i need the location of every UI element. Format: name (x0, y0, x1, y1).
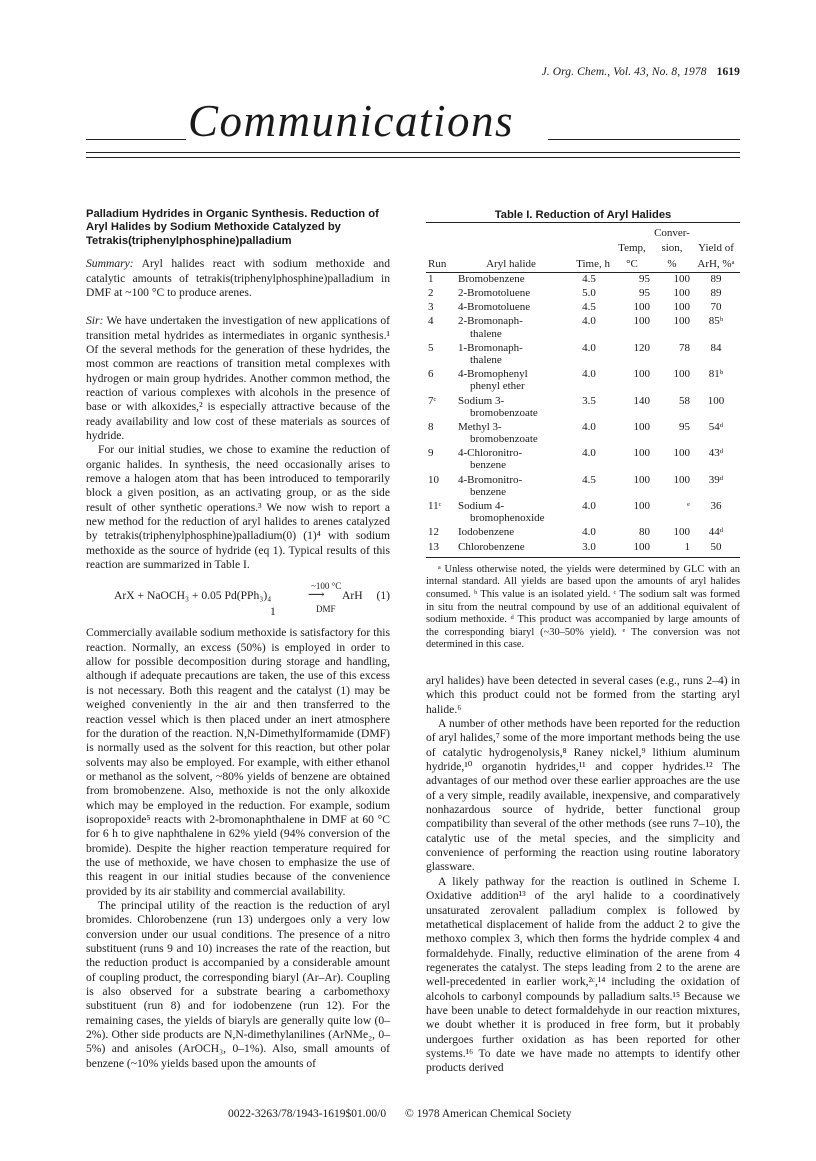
catalyst-number: 1 (270, 605, 276, 619)
table-cell-run: 5 (428, 341, 434, 354)
table-cell-aryl-halide (456, 447, 566, 473)
equation-product: ArH (342, 589, 363, 603)
table-row (426, 541, 740, 558)
table-cell-time: 4.0 (582, 447, 596, 460)
results-table (426, 222, 740, 558)
footer-price-code: 0022-3263/78/1943-1619$01.00/0 (228, 1108, 387, 1120)
table-title: Table I. Reduction of Aryl Halides (494, 209, 672, 221)
table-cell-yield: 81ᵇ (708, 368, 724, 381)
table-cell-temp: 100 (612, 541, 652, 558)
table-cell-yield: 70 (710, 301, 722, 314)
table-cell-conversion: 100 (673, 368, 690, 381)
table-cell-temp: 100 (633, 368, 650, 381)
table-row (426, 342, 740, 368)
table-cell-run: 4 (428, 315, 434, 328)
aryl-halide-line-continued: bromobenzoate (470, 433, 538, 446)
aryl-halide-line: Sodium 3- (458, 394, 505, 407)
table-cell-temp: 100 (633, 315, 650, 328)
table-cell-yield: 36 (710, 500, 722, 513)
col-header-yield-top: Yield of (698, 242, 734, 255)
sir-label: Sir: (86, 314, 104, 328)
table-cell-conversion: ᵉ (687, 500, 690, 513)
equation-condition-solvent: DMF (316, 604, 336, 615)
table-cell-aryl-halide (456, 500, 566, 526)
col-header-conversion-mid: sion, (661, 242, 683, 255)
article-title: Palladium Hydrides in Organic Synthesis. Reduction of Aryl Halides by Sodium Methoxide Catalyzed by Tetrakis(triphenylphosphine)palladium (86, 208, 379, 247)
table-cell-yield: 84 (710, 341, 722, 354)
masthead-rule-right (548, 139, 740, 140)
table-row (426, 301, 740, 315)
aryl-halide-line-continued: thalene (470, 353, 502, 366)
page-number: 1619 (716, 66, 740, 78)
section-title: Communications (188, 96, 515, 146)
body-paragraph-5: aryl halides) have been detected in several cases (e.g., runs 2–4) in which this product could not be formed from the starting aryl halide.⁶ (426, 674, 740, 716)
table-cell-run: 7ᶜ (428, 394, 437, 407)
table-cell-yield: 85ᵇ (708, 315, 724, 328)
table-cell-temp: 100 (633, 301, 650, 314)
table-cell-aryl-halide (456, 541, 566, 558)
table-cell-run: 8 (428, 420, 434, 433)
table-cell-conversion: 100 (673, 272, 690, 285)
aryl-halide-line: Sodium 4- (458, 500, 505, 513)
table-cell-temp: 100 (633, 420, 650, 433)
table-cell-conversion: 100 (673, 447, 690, 460)
journal-citation: J. Org. Chem., Vol. 43, No. 8, 1978 (541, 66, 707, 78)
table-cell-run: 1 (428, 272, 434, 285)
col-header-conversion-unit: % (652, 257, 692, 273)
table-cell-conversion: 100 (673, 473, 690, 486)
col-header-conversion-top: Conver- (652, 223, 692, 242)
table-cell-yield: 89 (710, 272, 722, 285)
table-cell-time: 4.0 (582, 368, 596, 381)
aryl-halide-line: 4-Bromotoluene (458, 301, 531, 314)
masthead-rule-left (86, 139, 186, 140)
table-cell-run: 11ᶜ (428, 500, 442, 513)
table-cell-time: 4.0 (582, 315, 596, 328)
table-cell-aryl-halide (456, 474, 566, 500)
aryl-halide-line: 4-Bromonitro- (458, 473, 523, 486)
aryl-halide-line: Iodobenzene (458, 526, 515, 539)
table-cell-run: 9 (428, 447, 434, 460)
table-cell-run: 6 (428, 368, 434, 381)
table-cell-aryl-halide (456, 421, 566, 447)
table-cell-aryl-halide (456, 342, 566, 368)
table-cell-temp: 95 (639, 272, 650, 285)
body-paragraph-7: A likely pathway for the reaction is outlined in Scheme I. Oxidative addition¹³ of the aryl halide to a coordinatively unsaturated zerovalent palladium complex is followed by metathetical displacement of halide from the adduct 2 to give the methoxo complex 3, which then forms the hydride complex 4 and formaldehyde. Finally, reductive elimination of the arene from 4 regenerates the catalyst. The steps leading from 2 to the arene are well-precedented in earlier work,²ᶜ,¹⁴ including the oxidation of alcohols to carbonyl compounds by palladium salts.¹⁵ Because we have been unable to detect formaldehyde in our reaction mixtures, we doubt whether it is produced in free form, but it probably undergoes further oxidation as has been reported for other systems.¹⁶ To date we have made no attempts to identify other products derived (426, 874, 740, 1075)
table-cell-time: 4.0 (582, 341, 596, 354)
col-header-run: Run (426, 257, 456, 273)
table-cell-time: 3.0 (566, 541, 612, 558)
table-cell-aryl-halide (456, 315, 566, 341)
aryl-halide-line-continued: benzene (470, 459, 507, 472)
col-header-time: Time, h (566, 257, 612, 273)
table-cell-conversion: 100 (673, 526, 690, 539)
table-cell-aryl-halide (456, 368, 566, 394)
intro-text: We have undertaken the investigation of new applications of transition metal hydrides as intermediates in organic synthesis.¹ Of the several methods for the generation of these hydrides, the most common are reactions of transition metal complexes with hydrogen or main group hydrides. Another common method, the reaction of various complexes with alcohols in the presence of base or with alkoxides,² is especially attractive because of the ready availability and low cost of these materials as sources of hydride. (86, 314, 390, 442)
table-cell-yield: 54ᵈ (708, 420, 724, 433)
table-cell-aryl-halide (456, 301, 566, 315)
table-body (426, 272, 740, 557)
table-cell-conversion: 100 (673, 286, 690, 299)
table-header-row-bottom (426, 257, 740, 273)
running-head (542, 66, 740, 78)
table-cell-time: 4.0 (582, 526, 596, 539)
table-row (426, 368, 740, 394)
equation-number: (1) (376, 589, 390, 603)
table-cell-temp: 100 (633, 500, 650, 513)
table-cell-time: 4.5 (582, 473, 596, 486)
table-row (426, 315, 740, 341)
body-paragraph-3: Commercially available sodium methoxide is satisfactory for this reaction. Normally, an excess (50%) is employed in order to allow for possible decomposition during storage and handling, although if adequate precautions are taken, the use of this excess is not necessary. Both this reagent and the catalyst (1) may be weighed conveniently in the air and then transferred to the reaction vessel which is then placed under an inert atmosphere for the duration of the reaction. N,N-Dimethylformamide (DMF) is normally used as the solvent for this reaction, but other polar solvents may also be employed. For example, with either ethanol or methanol as the solvent, ~80% yields of benzene are obtained from bromobenzene. Also, methoxide is not the only alkoxide which may be employed in the reduction. For example, sodium isopropoxide⁵ reacts with 2-bromonaphthalene in DMF at 60 °C for 6 h to give naphthalene in 62% yield (94% conversion of the bromide). Despite the higher reaction temperature required for the use of methoxide, we have chosen to emphasize the use of this reagent in our initial studies because of the convenience provided by its air stability and commercial availability. (86, 626, 390, 898)
table-cell-run: 2 (428, 286, 434, 299)
table-cell-yield: 100 (707, 394, 725, 407)
table-row (426, 447, 740, 473)
col-header-temp-unit: °C (612, 257, 652, 273)
table-cell-temp: 140 (633, 394, 650, 407)
table-header-row-top (426, 223, 740, 242)
aryl-halide-line-continued: bromophenoxide (470, 512, 545, 525)
table-cell-time: 3.5 (582, 394, 596, 407)
aryl-halide-line: 4-Chloronitro- (458, 447, 523, 460)
table-cell-conversion: 100 (673, 315, 690, 328)
table-cell-conversion: 95 (679, 420, 690, 433)
reaction-arrow-icon: ⟶ (308, 588, 325, 602)
table-cell-time: 4.5 (582, 272, 596, 285)
col-header-yield: ArH, %ᵃ (692, 257, 740, 273)
table-cell-time: 4.0 (582, 420, 596, 433)
aryl-halide-line: Methyl 3- (458, 420, 502, 433)
table-row (426, 526, 740, 540)
table-cell-temp: 80 (639, 526, 650, 539)
table-cell-time: 4.0 (582, 500, 596, 513)
aryl-halide-line-continued: thalene (470, 327, 502, 340)
table-cell-aryl-halide (456, 526, 566, 540)
table-cell-conversion: 100 (673, 301, 690, 314)
table-row (426, 474, 740, 500)
right-column (426, 208, 740, 1076)
aryl-halide-line-continued: benzene (470, 485, 507, 498)
table-cell-temp: 120 (633, 341, 650, 354)
col-header-aryl-halide: Aryl halide (456, 257, 566, 273)
table-cell-aryl-halide (456, 395, 566, 421)
table-cell-conversion: 1 (652, 541, 692, 558)
table-row (426, 272, 740, 287)
table-cell-time: 5.0 (582, 286, 596, 299)
body-paragraph-4: The principal utility of the reaction is the reduction of aryl bromides. Chlorobenzene (run 13) undergoes only a very low conversion under our usual conditions. The presence of a nitro substituent (runs 9 and 10) increases the rate of the reaction, but the reduction product is accompanied by a considerable amount of coupling product, the corresponding biaryl (Ar–Ar). Coupling is also observed for a substrate bearing a carbomethoxy substituent (run 8) and for iodobenzene (run 12). For the remaining cases, the yields of biaryls are generally quite low (0–2%). Other side products are N,N-dimethylanilines (ArNMe₂, 0–5%) and anisoles (ArOCH₃, 0–1%). Also, small amounts of benzene (~10% yields based upon the amounts of (86, 898, 390, 1070)
table-cell-conversion: 58 (679, 394, 690, 407)
equation-1 (86, 578, 390, 622)
table-footnotes: ᵃ Unless otherwise noted, the yields were determined by GLC with an internal standard. All yields are based upon the amounts of aryl halides consumed. ᵇ This value is an isolated yield. ᶜ The sodium salt was formed in situ from the neutral compound by use of an additional equivalent of sodium methoxide. ᵈ This product was accompanied by large amounts of the corresponding biaryl (~30–50% yield). ᵉ The conversion was not determined in this case. (426, 563, 740, 651)
col-header-temp-top: Temp, (618, 242, 646, 255)
table-cell-aryl-halide (456, 287, 566, 301)
body-paragraph-6: A number of other methods have been reported for the reduction of aryl halides,⁷ some of the more important methods being the use of catalytic hydrogenolysis,⁸ Raney nickel,⁹ lithium aluminum hydride,¹⁰ organotin hydrides,¹¹ and copper hydrides.¹² The advantages of our method over these earlier approaches are the use of a very simple, readily available, inexpensive, and comparatively nonhazardous source of hydride, better functional group compatibility than several of the other methods (see runs 7–10), the catalytic use of the metal species, and the simplicity and convenience of performing the reaction using routine laboratory glassware. (426, 717, 740, 874)
table-cell-conversion: 78 (679, 341, 690, 354)
body-paragraph-2: For our initial studies, we chose to examine the reduction of organic halides. In synthesis, the need occasionally arises to remove a halogen atom that has been introduced to temporarily block a given position, as an activating group, or as the side result of other synthetic operations.³ We now wish to report a new method for the reduction of aryl halides to arenes catalyzed by tetrakis(triphenylphosphine)palladium(0) (1)⁴ with sodium methoxide as the source of hydride (eq 1). Typical results of this reaction are summarized in Table I. (86, 443, 390, 572)
table-row (426, 500, 740, 526)
aryl-halide-line-continued: phenyl ether (470, 380, 525, 393)
table-cell-yield: 43ᵈ (708, 447, 724, 460)
table-cell-yield: 44ᵈ (708, 526, 724, 539)
left-column (86, 208, 390, 1071)
aryl-halide-line: Bromobenzene (458, 272, 525, 285)
table-row (426, 395, 740, 421)
table-cell-temp: 100 (633, 447, 650, 460)
aryl-halide-line-continued: bromobenzoate (470, 406, 538, 419)
aryl-halide-line: 2-Bromonaph- (458, 315, 523, 328)
intro-paragraph (86, 314, 390, 443)
header-double-rule (86, 152, 740, 158)
table-cell-run: 10 (428, 473, 439, 486)
table-cell-temp: 95 (639, 286, 650, 299)
equation-condition-temp: ~100 °C (311, 581, 342, 592)
summary-text: Aryl halides react with sodium methoxide and catalytic amounts of tetrakis(triphenylphosphine)palladium in DMF at ~100 °C to produce arenes. (86, 257, 390, 299)
table-cell-run: 3 (428, 301, 434, 314)
aryl-halide-line: Chlorobenzene (458, 540, 525, 553)
aryl-halide-line: 2-Bromotoluene (458, 286, 531, 299)
table-row (426, 421, 740, 447)
table-cell-yield: 89 (710, 286, 722, 299)
table-cell-yield: 50 (692, 541, 740, 558)
summary-paragraph (86, 257, 390, 300)
aryl-halide-line: 1-Bromonaph- (458, 341, 523, 354)
table-row (426, 287, 740, 301)
summary-label: Summary: (86, 257, 134, 271)
table-cell-yield: 39ᵈ (708, 473, 724, 486)
section-masthead (86, 96, 740, 146)
aryl-halide-line: 4-Bromophenyl (458, 368, 528, 381)
table-cell-aryl-halide (456, 272, 566, 287)
equation-reactants: ArX + NaOCH₃ + 0.05 Pd(PPh₃)₄ (114, 589, 272, 603)
table-cell-run: 12 (428, 526, 439, 539)
table-cell-time: 4.5 (582, 301, 596, 314)
footer-copyright: © 1978 American Chemical Society (405, 1108, 572, 1120)
table-cell-run: 13 (426, 541, 456, 558)
table-cell-temp: 100 (633, 473, 650, 486)
table-header-row-mid (426, 241, 740, 256)
